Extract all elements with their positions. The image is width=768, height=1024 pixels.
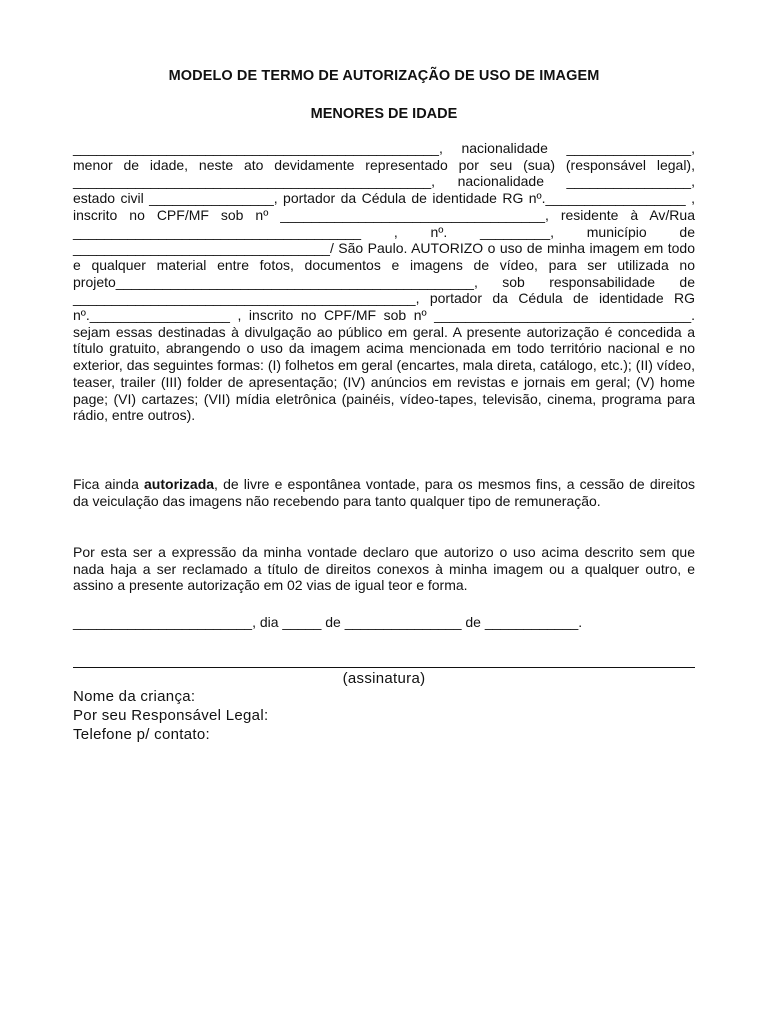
document-subtitle: MENORES DE IDADE [310,106,458,122]
signature-line [73,667,695,668]
document-title: MODELO DE TERMO DE AUTORIZAÇÃO DE USO DE IMAGEM [168,68,600,84]
child-name-label: Nome da criança: [73,688,196,705]
authorization-paragraph: _______________________________________________, nacionalidade ________________, menor de idade, neste ato devidamente representado por seu (sua) (responsável legal), ______________________________________________, nacionalidade ________________, estado civil ________________, portador da Cédula de identidade RG nº.__________________ , inscrito no CPF/MF sob nº __________________________________, residente à Av/Rua _____________________________________ , nº. _________, município de _________________________________/ São Paulo. AUTORIZO o uso de minha imagem em todo e qualquer material entre fotos, documentos e imagens de vídeo, para ser utilizada no projeto______________________________________________, sob responsabilidade de ____________________________________________, portador da Cédula de identidade RG nº.__________________ , inscrito no CPF/MF sob nº _________________________________. sejam essas destinadas à divulgação ao público em geral. A presente autorização é concedida a título gratuito, abrangendo o uso da imagem acima mencionada em todo território nacional e no exterior, das seguintes formas: (I) folhetos em geral (encartes, mala direta, catálogo, etc.); (II) vídeo, teaser, trailer (III) folder de apresentação; (IV) anúncios em revistas e jornais em geral; (V) home page; (VI) cartazes; (VII) mídia eletrônica (painéis, vídeo-tapes, televisão, cinema, programa para rádio, entre outros). [73,140,695,424]
document-page [73,0,695,1024]
rights-paragraph [73,476,695,509]
rights-paragraph-end: , de livre e espontânea vontade, para os mesmos fins, a cessão de direitos da veiculação das imagens não recebendo para tanto qualquer tipo de remuneração. [73,476,696,509]
rights-paragraph-bold: autorizada [144,476,215,492]
place-date-line: _______________________, dia _____ de _______________ de ____________. [73,614,583,630]
guardian-label: Por seu Responsável Legal: [73,707,269,724]
declaration-paragraph: Por esta ser a expressão da minha vontade declaro que autorizo o uso acima descrito sem que nada haja a ser reclamado a título de direitos conexos à minha imagem ou a qualquer outro, e assino a presente autorização em 02 vias de igual teor e forma. [73,544,695,594]
rights-paragraph-start: Fica ainda [73,476,145,492]
phone-label: Telefone p/ contato: [73,726,210,743]
signature-label: (assinatura) [342,670,426,687]
